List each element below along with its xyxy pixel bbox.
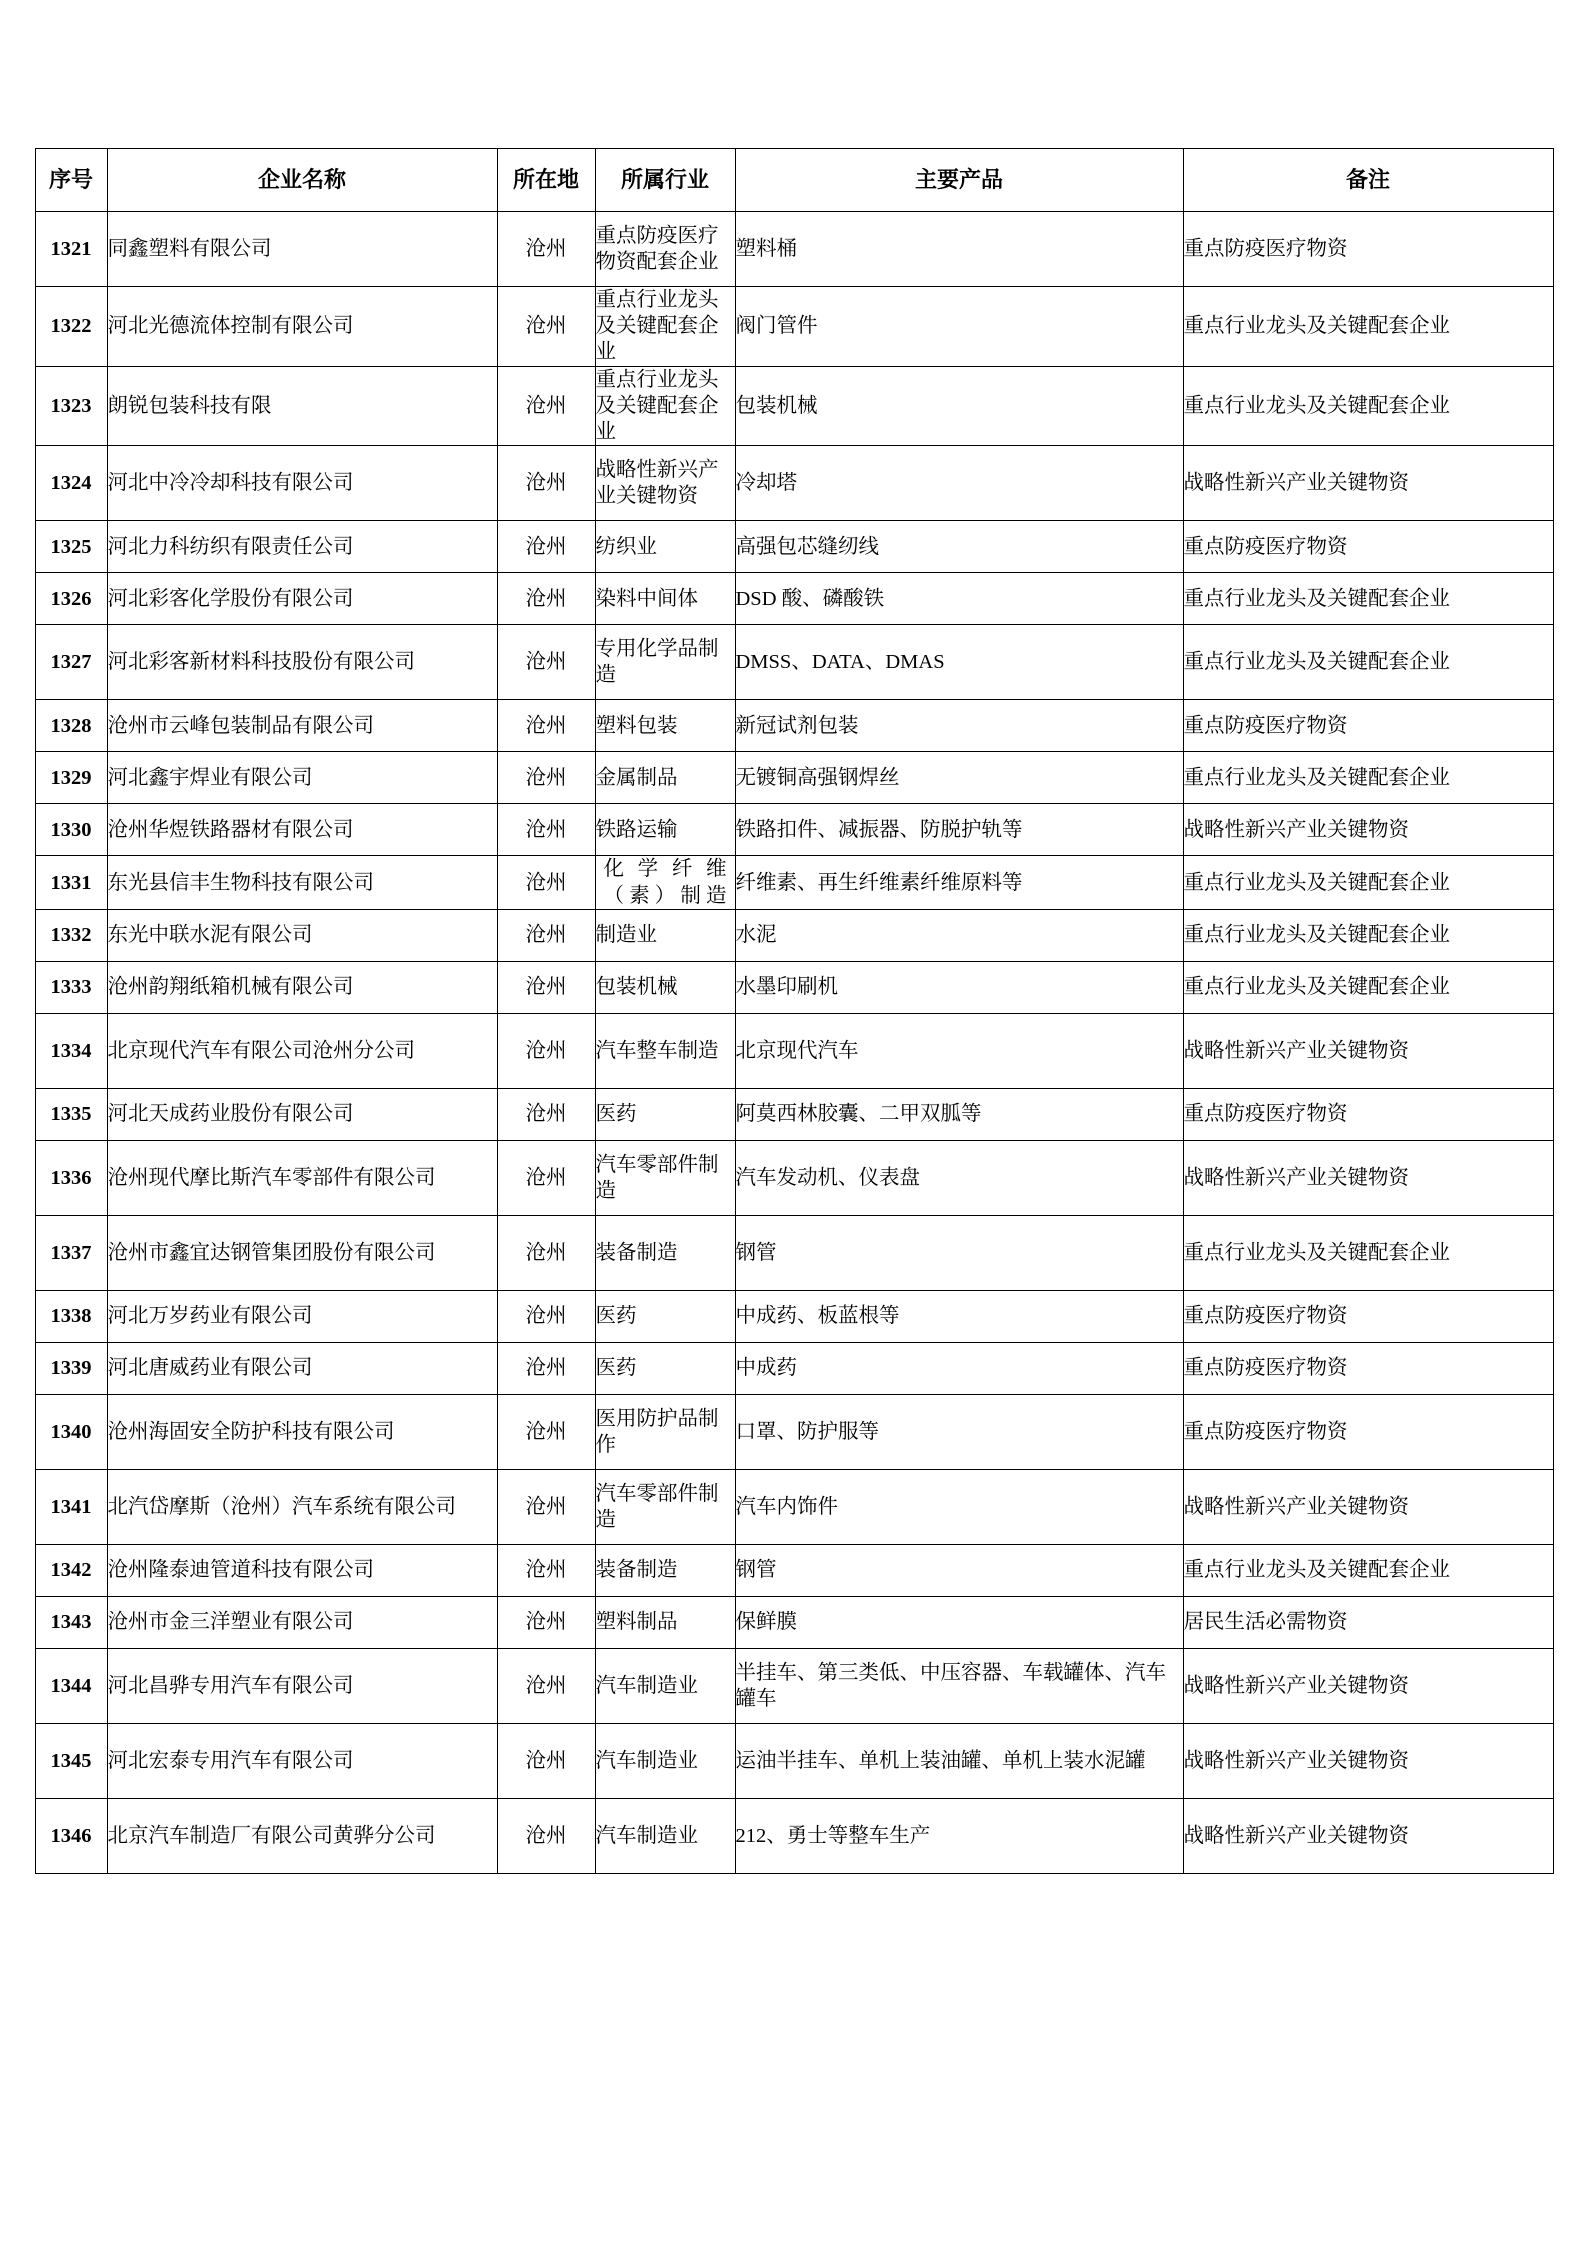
cell-index: 1326 <box>35 573 107 625</box>
cell-index: 1334 <box>35 1013 107 1088</box>
cell-industry: 制造业 <box>595 909 735 961</box>
cell-index: 1328 <box>35 700 107 752</box>
table-row <box>35 1088 1553 1140</box>
cell-remarks: 重点防疫医疗物资 <box>1183 1342 1553 1394</box>
cell-location: 沧州 <box>497 1088 595 1140</box>
cell-index: 1325 <box>35 521 107 573</box>
cell-enterprise-name: 河北鑫宇焊业有限公司 <box>107 752 497 804</box>
cell-index: 1323 <box>35 366 107 446</box>
cell-main-products: 半挂车、第三类低、中压容器、车载罐体、汽车罐车 <box>735 1648 1183 1723</box>
cell-index: 1331 <box>35 856 107 909</box>
cell-remarks: 重点行业龙头及关键配套企业 <box>1183 366 1553 446</box>
cell-index: 1338 <box>35 1290 107 1342</box>
cell-industry: 汽车制造业 <box>595 1723 735 1798</box>
cell-index: 1324 <box>35 446 107 521</box>
cell-remarks: 战略性新兴产业关键物资 <box>1183 1798 1553 1873</box>
cell-remarks: 战略性新兴产业关键物资 <box>1183 804 1553 856</box>
cell-industry: 医药 <box>595 1290 735 1342</box>
table-row <box>35 1648 1553 1723</box>
cell-location: 沧州 <box>497 446 595 521</box>
cell-remarks: 重点行业龙头及关键配套企业 <box>1183 1215 1553 1290</box>
cell-enterprise-name: 沧州韵翔纸箱机械有限公司 <box>107 961 497 1013</box>
cell-main-products: 保鲜膜 <box>735 1596 1183 1648</box>
cell-enterprise-name: 河北力科纺织有限责任公司 <box>107 521 497 573</box>
cell-remarks: 重点防疫医疗物资 <box>1183 1394 1553 1469</box>
cell-location: 沧州 <box>497 521 595 573</box>
cell-industry: 汽车制造业 <box>595 1798 735 1873</box>
cell-remarks: 重点行业龙头及关键配套企业 <box>1183 909 1553 961</box>
table-row <box>35 1013 1553 1088</box>
cell-index: 1342 <box>35 1544 107 1596</box>
table-row <box>35 366 1553 446</box>
cell-location: 沧州 <box>497 1394 595 1469</box>
cell-industry: 汽车零部件制造 <box>595 1469 735 1544</box>
table-row <box>35 700 1553 752</box>
cell-remarks: 居民生活必需物资 <box>1183 1596 1553 1648</box>
cell-remarks: 重点防疫医疗物资 <box>1183 521 1553 573</box>
cell-industry: 塑料制品 <box>595 1596 735 1648</box>
cell-location: 沧州 <box>497 366 595 446</box>
cell-location: 沧州 <box>497 1342 595 1394</box>
cell-enterprise-name: 河北万岁药业有限公司 <box>107 1290 497 1342</box>
table-header <box>35 149 1553 212</box>
cell-location: 沧州 <box>497 1648 595 1723</box>
enterprise-table <box>35 148 1554 1874</box>
column-header-index: 序号 <box>35 149 107 212</box>
cell-location: 沧州 <box>497 1469 595 1544</box>
cell-location: 沧州 <box>497 1140 595 1215</box>
cell-location: 沧州 <box>497 1290 595 1342</box>
cell-index: 1340 <box>35 1394 107 1469</box>
table-row <box>35 446 1553 521</box>
cell-index: 1337 <box>35 1215 107 1290</box>
cell-main-products: 新冠试剂包装 <box>735 700 1183 752</box>
enterprise-table-container <box>35 148 1553 1874</box>
table-row <box>35 909 1553 961</box>
column-header-main-products: 主要产品 <box>735 149 1183 212</box>
cell-location: 沧州 <box>497 1798 595 1873</box>
table-row <box>35 1469 1553 1544</box>
cell-index: 1329 <box>35 752 107 804</box>
cell-location: 沧州 <box>497 804 595 856</box>
cell-location: 沧州 <box>497 1596 595 1648</box>
cell-index: 1332 <box>35 909 107 961</box>
cell-enterprise-name: 河北唐威药业有限公司 <box>107 1342 497 1394</box>
cell-location: 沧州 <box>497 752 595 804</box>
cell-index: 1322 <box>35 287 107 367</box>
cell-industry: 汽车零部件制造 <box>595 1140 735 1215</box>
cell-index: 1339 <box>35 1342 107 1394</box>
cell-index: 1341 <box>35 1469 107 1544</box>
cell-enterprise-name: 河北中冷冷却科技有限公司 <box>107 446 497 521</box>
cell-enterprise-name: 河北昌骅专用汽车有限公司 <box>107 1648 497 1723</box>
table-row <box>35 1140 1553 1215</box>
cell-location: 沧州 <box>497 1215 595 1290</box>
cell-main-products: 钢管 <box>735 1215 1183 1290</box>
cell-main-products: 口罩、防护服等 <box>735 1394 1183 1469</box>
cell-location: 沧州 <box>497 573 595 625</box>
cell-main-products: 水墨印刷机 <box>735 961 1183 1013</box>
cell-industry: 重点行业龙头及关键配套企业 <box>595 287 735 367</box>
cell-industry: 金属制品 <box>595 752 735 804</box>
cell-enterprise-name: 河北光德流体控制有限公司 <box>107 287 497 367</box>
cell-main-products: 无镀铜高强钢焊丝 <box>735 752 1183 804</box>
cell-enterprise-name: 朗锐包装科技有限 <box>107 366 497 446</box>
cell-enterprise-name: 河北宏泰专用汽车有限公司 <box>107 1723 497 1798</box>
column-header-remarks: 备注 <box>1183 149 1553 212</box>
cell-remarks: 重点防疫医疗物资 <box>1183 1290 1553 1342</box>
cell-enterprise-name: 东光中联水泥有限公司 <box>107 909 497 961</box>
cell-remarks: 重点行业龙头及关键配套企业 <box>1183 573 1553 625</box>
cell-enterprise-name: 北京现代汽车有限公司沧州分公司 <box>107 1013 497 1088</box>
cell-enterprise-name: 沧州市鑫宜达钢管集团股份有限公司 <box>107 1215 497 1290</box>
cell-main-products: 钢管 <box>735 1544 1183 1596</box>
cell-remarks: 战略性新兴产业关键物资 <box>1183 1469 1553 1544</box>
cell-industry: 医用防护品制作 <box>595 1394 735 1469</box>
cell-location: 沧州 <box>497 909 595 961</box>
cell-remarks: 重点行业龙头及关键配套企业 <box>1183 752 1553 804</box>
table-row <box>35 625 1553 700</box>
cell-industry: 装备制造 <box>595 1215 735 1290</box>
cell-main-products: 高强包芯缝纫线 <box>735 521 1183 573</box>
cell-main-products: DMSS、DATA、DMAS <box>735 625 1183 700</box>
column-header-industry: 所属行业 <box>595 149 735 212</box>
cell-industry: 重点防疫医疗物资配套企业 <box>595 212 735 287</box>
cell-enterprise-name: 沧州市云峰包装制品有限公司 <box>107 700 497 752</box>
cell-main-products: 212、勇士等整车生产 <box>735 1798 1183 1873</box>
cell-main-products: 包装机械 <box>735 366 1183 446</box>
table-row <box>35 1342 1553 1394</box>
cell-main-products: 汽车发动机、仪表盘 <box>735 1140 1183 1215</box>
cell-remarks: 重点防疫医疗物资 <box>1183 700 1553 752</box>
cell-location: 沧州 <box>497 1723 595 1798</box>
table-row <box>35 573 1553 625</box>
table-row <box>35 1723 1553 1798</box>
cell-main-products: 中成药、板蓝根等 <box>735 1290 1183 1342</box>
cell-enterprise-name: 沧州市金三洋塑业有限公司 <box>107 1596 497 1648</box>
cell-remarks: 重点防疫医疗物资 <box>1183 1088 1553 1140</box>
cell-remarks: 重点行业龙头及关键配套企业 <box>1183 856 1553 909</box>
cell-enterprise-name: 沧州海固安全防护科技有限公司 <box>107 1394 497 1469</box>
table-row <box>35 1798 1553 1873</box>
cell-location: 沧州 <box>497 1544 595 1596</box>
cell-industry: 医药 <box>595 1342 735 1394</box>
cell-enterprise-name: 北汽岱摩斯（沧州）汽车系统有限公司 <box>107 1469 497 1544</box>
cell-location: 沧州 <box>497 856 595 909</box>
cell-main-products: DSD 酸、磷酸铁 <box>735 573 1183 625</box>
cell-enterprise-name: 北京汽车制造厂有限公司黄骅分公司 <box>107 1798 497 1873</box>
cell-main-products: 阀门管件 <box>735 287 1183 367</box>
cell-index: 1330 <box>35 804 107 856</box>
cell-enterprise-name: 河北彩客化学股份有限公司 <box>107 573 497 625</box>
cell-main-products: 北京现代汽车 <box>735 1013 1183 1088</box>
table-row <box>35 212 1553 287</box>
table-row <box>35 961 1553 1013</box>
table-row <box>35 1596 1553 1648</box>
table-header-row <box>35 149 1553 212</box>
cell-location: 沧州 <box>497 961 595 1013</box>
cell-remarks: 战略性新兴产业关键物资 <box>1183 1013 1553 1088</box>
table-row <box>35 1215 1553 1290</box>
cell-main-products: 汽车内饰件 <box>735 1469 1183 1544</box>
column-header-enterprise-name: 企业名称 <box>107 149 497 212</box>
cell-index: 1344 <box>35 1648 107 1723</box>
cell-remarks: 战略性新兴产业关键物资 <box>1183 446 1553 521</box>
cell-remarks: 战略性新兴产业关键物资 <box>1183 1140 1553 1215</box>
cell-industry: 纺织业 <box>595 521 735 573</box>
table-row <box>35 856 1553 909</box>
cell-location: 沧州 <box>497 700 595 752</box>
cell-industry: 重点行业龙头及关键配套企业 <box>595 366 735 446</box>
cell-enterprise-name: 同鑫塑料有限公司 <box>107 212 497 287</box>
cell-location: 沧州 <box>497 1013 595 1088</box>
cell-industry: 专用化学品制造 <box>595 625 735 700</box>
cell-main-products: 铁路扣件、减振器、防脱护轨等 <box>735 804 1183 856</box>
cell-index: 1345 <box>35 1723 107 1798</box>
cell-index: 1336 <box>35 1140 107 1215</box>
cell-remarks: 重点行业龙头及关键配套企业 <box>1183 961 1553 1013</box>
cell-industry: 铁路运输 <box>595 804 735 856</box>
cell-index: 1343 <box>35 1596 107 1648</box>
table-row <box>35 1290 1553 1342</box>
cell-main-products: 水泥 <box>735 909 1183 961</box>
cell-index: 1335 <box>35 1088 107 1140</box>
cell-industry: 汽车制造业 <box>595 1648 735 1723</box>
cell-location: 沧州 <box>497 212 595 287</box>
cell-remarks: 重点行业龙头及关键配套企业 <box>1183 1544 1553 1596</box>
cell-enterprise-name: 河北彩客新材料科技股份有限公司 <box>107 625 497 700</box>
cell-remarks: 战略性新兴产业关键物资 <box>1183 1723 1553 1798</box>
cell-enterprise-name: 河北天成药业股份有限公司 <box>107 1088 497 1140</box>
cell-industry: 塑料包装 <box>595 700 735 752</box>
cell-enterprise-name: 沧州华煜铁路器材有限公司 <box>107 804 497 856</box>
table-row <box>35 1544 1553 1596</box>
cell-industry: 染料中间体 <box>595 573 735 625</box>
table-row <box>35 287 1553 367</box>
cell-remarks: 重点防疫医疗物资 <box>1183 212 1553 287</box>
table-row <box>35 1394 1553 1469</box>
cell-main-products: 阿莫西林胶囊、二甲双胍等 <box>735 1088 1183 1140</box>
cell-remarks: 重点行业龙头及关键配套企业 <box>1183 625 1553 700</box>
table-row <box>35 804 1553 856</box>
cell-industry: 化学纤维（素）制造 <box>595 856 735 909</box>
cell-index: 1327 <box>35 625 107 700</box>
cell-index: 1321 <box>35 212 107 287</box>
table-row <box>35 752 1553 804</box>
cell-index: 1333 <box>35 961 107 1013</box>
cell-main-products: 塑料桶 <box>735 212 1183 287</box>
column-header-location: 所在地 <box>497 149 595 212</box>
cell-index: 1346 <box>35 1798 107 1873</box>
table-row <box>35 521 1553 573</box>
cell-location: 沧州 <box>497 625 595 700</box>
cell-industry: 战略性新兴产业关键物资 <box>595 446 735 521</box>
table-body <box>35 212 1553 1874</box>
cell-main-products: 冷却塔 <box>735 446 1183 521</box>
cell-industry: 汽车整车制造 <box>595 1013 735 1088</box>
cell-remarks: 战略性新兴产业关键物资 <box>1183 1648 1553 1723</box>
cell-industry: 医药 <box>595 1088 735 1140</box>
cell-enterprise-name: 沧州现代摩比斯汽车零部件有限公司 <box>107 1140 497 1215</box>
cell-main-products: 中成药 <box>735 1342 1183 1394</box>
cell-enterprise-name: 东光县信丰生物科技有限公司 <box>107 856 497 909</box>
cell-main-products: 运油半挂车、单机上装油罐、单机上装水泥罐 <box>735 1723 1183 1798</box>
cell-enterprise-name: 沧州隆泰迪管道科技有限公司 <box>107 1544 497 1596</box>
cell-industry: 包装机械 <box>595 961 735 1013</box>
cell-main-products: 纤维素、再生纤维素纤维原料等 <box>735 856 1183 909</box>
cell-remarks: 重点行业龙头及关键配套企业 <box>1183 287 1553 367</box>
cell-industry: 装备制造 <box>595 1544 735 1596</box>
cell-location: 沧州 <box>497 287 595 367</box>
